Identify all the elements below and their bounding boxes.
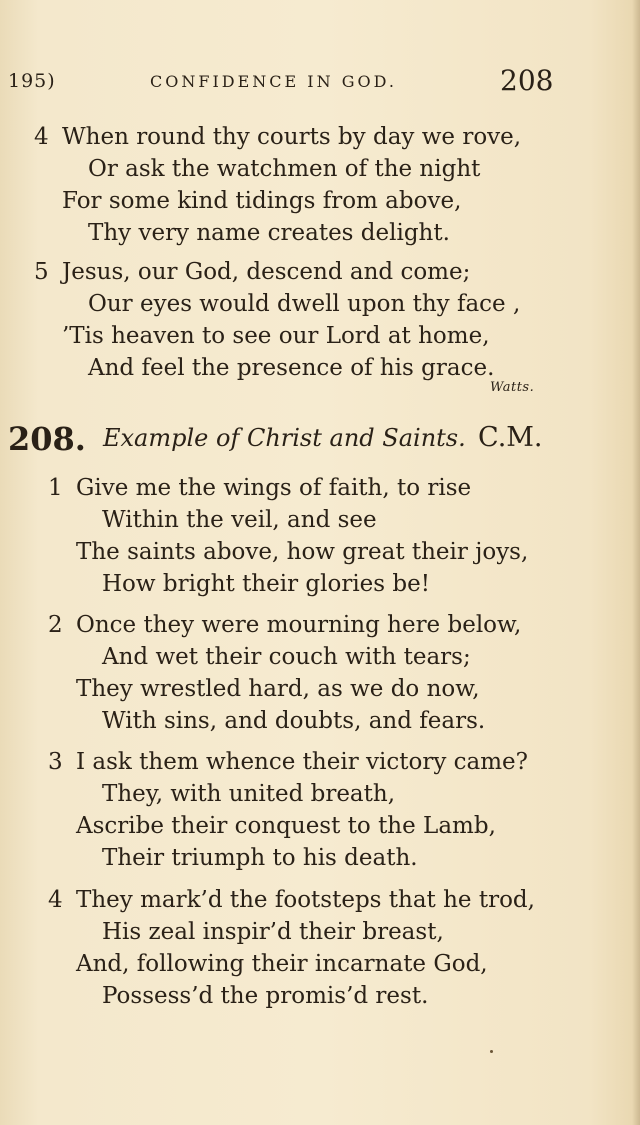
stanza-line: Possess’d the promis’d rest. bbox=[102, 983, 429, 1009]
hymn-number: 208. bbox=[8, 420, 86, 458]
header-left-number: 195) bbox=[8, 70, 56, 92]
stanza-line: And feel the presence of his grace. bbox=[88, 355, 495, 381]
stanza-line: And, following their incarnate God, bbox=[76, 951, 488, 977]
stanza-line: Their triumph to his death. bbox=[102, 845, 418, 871]
stanza-number: 4 bbox=[34, 124, 49, 150]
stanza-line: ’Tis heaven to see our Lord at home, bbox=[62, 323, 490, 349]
stanza-line: Within the veil, and see bbox=[102, 507, 377, 533]
stanza-number: 2 bbox=[48, 612, 63, 638]
stanza-line: They wrestled hard, as we do now, bbox=[76, 676, 480, 702]
header-hymn-number: 208 bbox=[500, 64, 554, 97]
stanza-line: And wet their couch with tears; bbox=[102, 644, 471, 670]
hymn-heading bbox=[8, 420, 638, 460]
stanza-number: 5 bbox=[34, 259, 49, 285]
author-attribution: Watts. bbox=[490, 380, 535, 395]
stanza-line: His zeal inspir’d their breast, bbox=[102, 919, 444, 945]
stanza-line: Thy very name creates delight. bbox=[88, 220, 450, 246]
stanza-line: They, with united breath, bbox=[102, 781, 396, 807]
stanza-line: I ask them whence their victory came? bbox=[76, 749, 528, 775]
stanza-line: Our eyes would dwell upon thy face , bbox=[88, 291, 521, 317]
stanza-line: With sins, and doubts, and fears. bbox=[102, 708, 486, 734]
stanza-line: Ascribe their conquest to the Lamb, bbox=[76, 813, 496, 839]
stanza-line: Jesus, our God, descend and come; bbox=[62, 259, 471, 285]
page-edge-shadow bbox=[632, 0, 640, 1125]
stanza-line: They mark’d the footsteps that he trod, bbox=[76, 887, 535, 913]
header-title: CONFIDENCE IN GOD. bbox=[150, 72, 397, 91]
stanza-number: 3 bbox=[48, 749, 63, 775]
stanza-line: The saints above, how great their joys, bbox=[76, 539, 529, 565]
ink-speck bbox=[490, 1050, 493, 1053]
stanza-line: When round thy courts by day we rove, bbox=[62, 124, 522, 150]
stanza-line: Give me the wings of faith, to rise bbox=[76, 475, 472, 501]
stanza-number: 4 bbox=[48, 887, 63, 913]
hymn-meter: C.M. bbox=[478, 422, 543, 453]
hymn-title: Example of Christ and Saints. bbox=[103, 424, 466, 452]
stanza-line: Or ask the watchmen of the night bbox=[88, 156, 481, 182]
stanza-line: How bright their glories be! bbox=[102, 571, 430, 597]
stanza-number: 1 bbox=[48, 475, 63, 501]
stanza-line: For some kind tidings from above, bbox=[62, 188, 462, 214]
running-header bbox=[0, 64, 640, 100]
stanza-line: Once they were mourning here below, bbox=[76, 612, 522, 638]
